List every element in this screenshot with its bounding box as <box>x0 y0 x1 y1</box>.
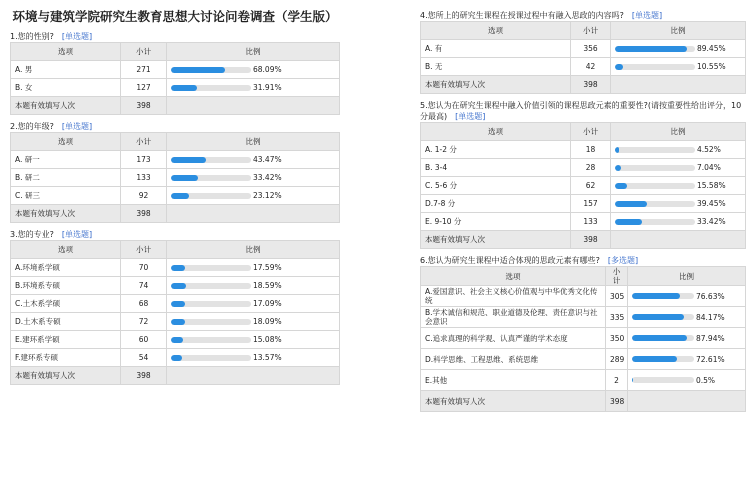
table-row <box>11 295 340 313</box>
header-ratio: 比例 <box>167 241 340 259</box>
option-count: 305 <box>606 286 628 307</box>
ratio-percent: 17.09% <box>253 299 282 309</box>
ratio-percent: 0.5% <box>696 375 716 385</box>
ratio-cell <box>167 349 340 367</box>
option-label: E.建环系学硕 <box>11 331 121 349</box>
ratio-percent: 15.58% <box>697 181 726 191</box>
ratio-bar <box>615 201 695 207</box>
header-option: 选项 <box>11 43 121 61</box>
ratio-bar <box>632 356 694 362</box>
ratio-cell <box>167 295 340 313</box>
ratio-bar-fill <box>171 283 186 289</box>
ratio-percent: 89.45% <box>697 44 726 54</box>
total-row <box>11 367 340 385</box>
question-prompt <box>10 31 340 42</box>
ratio-percent: 33.42% <box>253 173 282 183</box>
survey-title: 环境与建筑学院研究生教育思想大讨论问卷调查（学生版） <box>12 9 338 24</box>
ratio-bar <box>615 183 695 189</box>
question-prompt <box>420 10 746 21</box>
question-prompt <box>420 255 746 266</box>
table-row <box>421 159 746 177</box>
option-label: B. 无 <box>421 58 571 76</box>
ratio-bar-fill <box>632 293 680 299</box>
table-row <box>421 349 746 370</box>
ratio-cell <box>628 370 746 391</box>
question-type-tag: [单选题] <box>61 32 93 41</box>
option-count: 271 <box>121 61 167 79</box>
ratio-percent: 33.42% <box>697 217 726 227</box>
table-row <box>11 349 340 367</box>
header-count: 小计 <box>606 267 628 286</box>
ratio-bar-fill <box>171 337 183 343</box>
option-count: 74 <box>121 277 167 295</box>
ratio-bar <box>171 265 251 271</box>
ratio-bar <box>615 165 695 171</box>
ratio-percent: 4.52% <box>697 145 721 155</box>
question-2 <box>10 121 340 223</box>
option-count: 2 <box>606 370 628 391</box>
table-row <box>11 313 340 331</box>
header-count: 小计 <box>121 43 167 61</box>
option-label: A.环境系学硕 <box>11 259 121 277</box>
total-row <box>11 205 340 223</box>
ratio-cell <box>611 141 746 159</box>
header-option: 选项 <box>11 133 121 151</box>
question-text: 4.您所上的研究生课程在授课过程中有融入思政的内容吗? <box>420 11 624 20</box>
ratio-bar-fill <box>171 193 189 199</box>
total-empty <box>167 367 340 385</box>
option-label: B. 研二 <box>11 169 121 187</box>
ratio-bar-fill <box>171 175 198 181</box>
ratio-bar <box>171 67 251 73</box>
question-prompt <box>10 229 340 240</box>
table-row <box>421 307 746 328</box>
total-label: 本题有效填写人次 <box>11 205 121 223</box>
question-6 <box>420 255 746 412</box>
total-row <box>11 97 340 115</box>
header-option: 选项 <box>421 22 571 40</box>
option-count: 157 <box>571 195 611 213</box>
ratio-bar-fill <box>171 319 185 325</box>
header-row <box>421 22 746 40</box>
ratio-cell <box>611 177 746 195</box>
total-empty <box>611 76 746 94</box>
ratio-bar <box>171 337 251 343</box>
header-ratio: 比例 <box>167 133 340 151</box>
result-table <box>10 132 340 223</box>
ratio-bar-fill <box>615 201 647 207</box>
table-row <box>421 370 746 391</box>
ratio-cell <box>167 277 340 295</box>
ratio-bar-fill <box>171 265 185 271</box>
option-label: D.土木系专硕 <box>11 313 121 331</box>
header-count: 小计 <box>121 133 167 151</box>
question-5 <box>420 100 746 249</box>
total-empty <box>167 205 340 223</box>
option-count: 72 <box>121 313 167 331</box>
total-count: 398 <box>121 205 167 223</box>
option-label: A. 研一 <box>11 151 121 169</box>
right-column <box>420 10 746 412</box>
ratio-bar-fill <box>171 67 225 73</box>
header-row <box>421 123 746 141</box>
header-option: 选项 <box>421 123 571 141</box>
question-type-tag: [单选题] <box>455 112 486 121</box>
option-label: D.科学思维、工程思维、系统思维 <box>421 349 606 370</box>
option-label: F.建环系专硕 <box>11 349 121 367</box>
total-label: 本题有效填写人次 <box>11 367 121 385</box>
table-row <box>11 331 340 349</box>
ratio-bar <box>171 301 251 307</box>
option-count: 92 <box>121 187 167 205</box>
ratio-bar-fill <box>615 219 642 225</box>
option-label: C. 研三 <box>11 187 121 205</box>
total-count: 398 <box>571 76 611 94</box>
ratio-bar <box>615 46 695 52</box>
table-row <box>421 195 746 213</box>
header-option: 选项 <box>11 241 121 259</box>
ratio-bar <box>171 175 251 181</box>
left-column <box>10 0 340 385</box>
option-count: 28 <box>571 159 611 177</box>
total-empty <box>628 391 746 412</box>
table-row <box>421 40 746 58</box>
option-label: D.7-8 分 <box>421 195 571 213</box>
ratio-percent: 87.94% <box>696 333 725 343</box>
ratio-cell <box>167 187 340 205</box>
option-label: B.学术诚信和规范、职业道德及伦理、责任意识与社会意识 <box>421 307 606 328</box>
option-count: 42 <box>571 58 611 76</box>
option-label: B. 女 <box>11 79 121 97</box>
ratio-bar <box>171 85 251 91</box>
result-table <box>420 21 746 94</box>
ratio-percent: 13.57% <box>253 353 282 363</box>
total-label: 本题有效填写人次 <box>421 76 571 94</box>
ratio-cell <box>167 151 340 169</box>
result-table <box>10 240 340 385</box>
option-count: 18 <box>571 141 611 159</box>
ratio-percent: 43.47% <box>253 155 282 165</box>
question-type-tag: [单选题] <box>61 122 93 131</box>
total-row <box>421 231 746 249</box>
ratio-bar-fill <box>615 183 627 189</box>
ratio-bar <box>615 64 695 70</box>
ratio-bar-fill <box>632 335 687 341</box>
ratio-cell <box>628 328 746 349</box>
ratio-bar-fill <box>171 157 206 163</box>
ratio-bar <box>632 377 694 383</box>
ratio-bar <box>171 283 251 289</box>
table-row <box>11 187 340 205</box>
ratio-bar-fill <box>615 64 623 70</box>
ratio-bar <box>632 293 694 299</box>
option-count: 173 <box>121 151 167 169</box>
option-count: 335 <box>606 307 628 328</box>
question-1 <box>10 31 340 115</box>
ratio-bar-fill <box>171 85 197 91</box>
ratio-cell <box>611 40 746 58</box>
option-label: B. 3-4 <box>421 159 571 177</box>
ratio-bar <box>632 314 694 320</box>
result-table <box>420 266 746 412</box>
option-count: 60 <box>121 331 167 349</box>
ratio-percent: 72.61% <box>696 354 725 364</box>
option-label: A. 男 <box>11 61 121 79</box>
ratio-bar-fill <box>615 165 621 171</box>
question-prompt <box>420 100 746 122</box>
header-ratio: 比例 <box>167 43 340 61</box>
option-count: 62 <box>571 177 611 195</box>
total-count: 398 <box>121 367 167 385</box>
table-row <box>421 58 746 76</box>
question-type-tag: [多选题] <box>607 256 639 265</box>
total-label: 本题有效填写人次 <box>11 97 121 115</box>
total-row <box>421 76 746 94</box>
ratio-cell <box>167 259 340 277</box>
option-count: 133 <box>121 169 167 187</box>
option-count: 54 <box>121 349 167 367</box>
table-row <box>421 328 746 349</box>
question-type-tag: [单选题] <box>631 11 663 20</box>
ratio-percent: 31.91% <box>253 83 282 93</box>
table-row <box>11 259 340 277</box>
question-3 <box>10 229 340 385</box>
ratio-bar-fill <box>632 314 684 320</box>
ratio-bar-fill <box>615 147 619 153</box>
header-count: 小计 <box>571 123 611 141</box>
ratio-bar-fill <box>171 355 182 361</box>
ratio-bar <box>171 193 251 199</box>
ratio-percent: 7.04% <box>697 163 721 173</box>
question-4 <box>420 10 746 94</box>
option-label: A. 1-2 分 <box>421 141 571 159</box>
ratio-percent: 39.45% <box>697 199 726 209</box>
table-row <box>11 61 340 79</box>
table-row <box>421 141 746 159</box>
total-row <box>421 391 746 412</box>
total-count: 398 <box>606 391 628 412</box>
total-count: 398 <box>571 231 611 249</box>
question-text: 1.您的性别? <box>10 32 54 41</box>
option-count: 356 <box>571 40 611 58</box>
result-table <box>10 42 340 115</box>
ratio-bar <box>171 355 251 361</box>
ratio-percent: 17.59% <box>253 263 282 273</box>
ratio-bar <box>615 219 695 225</box>
ratio-bar-fill <box>171 301 185 307</box>
ratio-bar <box>171 319 251 325</box>
ratio-percent: 76.63% <box>696 291 725 301</box>
ratio-cell <box>611 58 746 76</box>
table-row <box>421 177 746 195</box>
ratio-cell <box>167 313 340 331</box>
header-ratio: 比例 <box>611 22 746 40</box>
ratio-cell <box>167 331 340 349</box>
header-row <box>421 267 746 286</box>
ratio-cell <box>611 195 746 213</box>
table-row <box>11 151 340 169</box>
ratio-bar <box>171 157 251 163</box>
table-row <box>11 169 340 187</box>
ratio-percent: 10.55% <box>697 62 726 72</box>
total-empty <box>167 97 340 115</box>
table-row <box>421 286 746 307</box>
header-count: 小计 <box>571 22 611 40</box>
ratio-bar-fill <box>632 356 677 362</box>
question-text: 2.您的年级? <box>10 122 54 131</box>
option-label: C. 5-6 分 <box>421 177 571 195</box>
header-ratio: 比例 <box>611 123 746 141</box>
result-table <box>420 122 746 249</box>
header-ratio: 比例 <box>628 267 746 286</box>
ratio-percent: 68.09% <box>253 65 282 75</box>
ratio-cell <box>167 61 340 79</box>
option-count: 68 <box>121 295 167 313</box>
option-label: E.其他 <box>421 370 606 391</box>
option-count: 127 <box>121 79 167 97</box>
option-label: A.爱国意识、社会主义核心价值观与中华优秀文化传统 <box>421 286 606 307</box>
header-count: 小计 <box>121 241 167 259</box>
header-row <box>11 133 340 151</box>
ratio-percent: 23.12% <box>253 191 282 201</box>
question-text: 6.您认为研究生课程中适合体现的思政元素有哪些? <box>420 256 600 265</box>
option-label: E. 9-10 分 <box>421 213 571 231</box>
total-empty <box>611 231 746 249</box>
total-label: 本题有效填写人次 <box>421 231 571 249</box>
question-text: 3.您的专业? <box>10 230 54 239</box>
table-row <box>11 79 340 97</box>
ratio-cell <box>628 286 746 307</box>
ratio-cell <box>167 79 340 97</box>
header-row <box>11 43 340 61</box>
option-count: 133 <box>571 213 611 231</box>
ratio-cell <box>611 159 746 177</box>
ratio-percent: 18.09% <box>253 317 282 327</box>
ratio-bar <box>615 147 695 153</box>
ratio-bar-fill <box>615 46 687 52</box>
header-option: 选项 <box>421 267 606 286</box>
question-prompt <box>10 121 340 132</box>
option-label: C.追求真理的科学观、认真严谨的学术态度 <box>421 328 606 349</box>
ratio-cell <box>167 169 340 187</box>
option-label: B.环境系专硕 <box>11 277 121 295</box>
option-label: A. 有 <box>421 40 571 58</box>
option-count: 350 <box>606 328 628 349</box>
table-row <box>11 277 340 295</box>
table-row <box>421 213 746 231</box>
ratio-bar <box>632 335 694 341</box>
ratio-cell <box>628 307 746 328</box>
total-count: 398 <box>121 97 167 115</box>
question-text: 5.您认为在研究生课程中融入价值引领的课程思政元素的重要性?(请按重要性给出评分，10 分最高) <box>420 101 742 121</box>
option-count: 289 <box>606 349 628 370</box>
option-label: C.土木系学硕 <box>11 295 121 313</box>
header-row <box>11 241 340 259</box>
ratio-percent: 15.08% <box>253 335 282 345</box>
ratio-cell <box>628 349 746 370</box>
ratio-cell <box>611 213 746 231</box>
option-count: 70 <box>121 259 167 277</box>
ratio-percent: 18.59% <box>253 281 282 291</box>
ratio-percent: 84.17% <box>696 312 725 322</box>
question-type-tag: [单选题] <box>61 230 93 239</box>
total-label: 本题有效填写人次 <box>421 391 606 412</box>
